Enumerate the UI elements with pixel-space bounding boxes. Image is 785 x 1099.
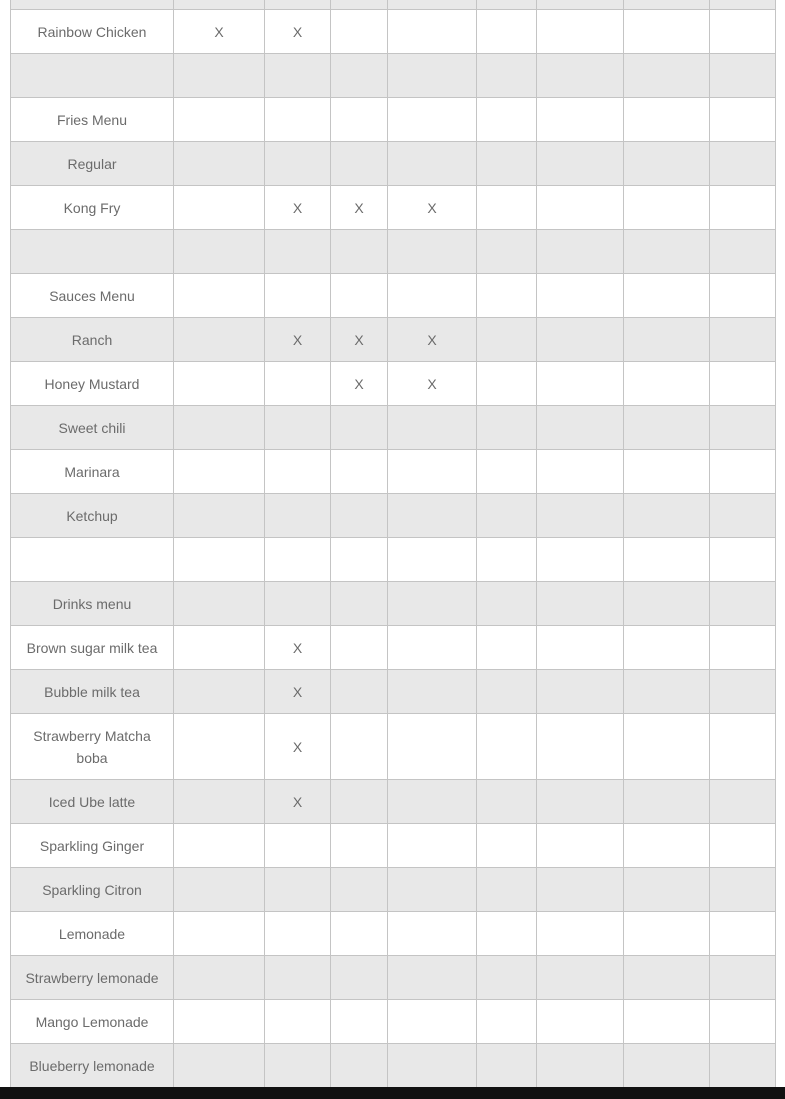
availability-cell xyxy=(537,142,624,186)
availability-cell xyxy=(265,54,331,98)
availability-cell xyxy=(477,912,537,956)
availability-cell xyxy=(174,54,265,98)
item-name-cell: Sauces Menu xyxy=(11,274,174,318)
menu-availability-table xyxy=(10,0,776,1088)
availability-cell xyxy=(477,362,537,406)
availability-cell xyxy=(331,406,388,450)
item-name-cell: Strawberry lemonade xyxy=(11,956,174,1000)
availability-cell xyxy=(710,956,776,1000)
item-name-cell: Ketchup xyxy=(11,494,174,538)
availability-cell xyxy=(388,582,477,626)
availability-cell xyxy=(624,1044,710,1088)
availability-cell xyxy=(710,54,776,98)
availability-cell xyxy=(331,670,388,714)
availability-cell xyxy=(331,1000,388,1044)
availability-cell xyxy=(710,1044,776,1088)
availability-cell xyxy=(174,956,265,1000)
availability-cell xyxy=(710,274,776,318)
table-row xyxy=(11,0,776,10)
availability-cell xyxy=(537,670,624,714)
table-row xyxy=(11,98,776,142)
availability-cell xyxy=(477,582,537,626)
availability-cell xyxy=(537,626,624,670)
availability-cell xyxy=(265,362,331,406)
availability-cell xyxy=(331,956,388,1000)
availability-cell xyxy=(537,54,624,98)
availability-cell xyxy=(710,538,776,582)
table-row xyxy=(11,956,776,1000)
availability-cell xyxy=(331,10,388,54)
availability-cell xyxy=(710,98,776,142)
availability-cell xyxy=(174,494,265,538)
availability-cell xyxy=(477,450,537,494)
table-row xyxy=(11,1044,776,1088)
availability-cell xyxy=(331,626,388,670)
item-name-cell: Bubble milk tea xyxy=(11,670,174,714)
availability-cell xyxy=(624,230,710,274)
availability-cell xyxy=(624,780,710,824)
table-row xyxy=(11,670,776,714)
availability-cell xyxy=(710,1000,776,1044)
item-name-cell: Kong Fry xyxy=(11,186,174,230)
availability-cell xyxy=(624,538,710,582)
availability-cell xyxy=(624,142,710,186)
availability-cell xyxy=(477,142,537,186)
availability-cell xyxy=(477,406,537,450)
availability-cell: X xyxy=(388,362,477,406)
item-name-cell xyxy=(11,54,174,98)
item-name-cell: Marinara xyxy=(11,450,174,494)
availability-cell xyxy=(331,54,388,98)
availability-cell xyxy=(477,0,537,10)
availability-cell xyxy=(331,582,388,626)
availability-cell xyxy=(537,824,624,868)
availability-cell xyxy=(174,868,265,912)
availability-cell xyxy=(537,98,624,142)
availability-cell xyxy=(477,626,537,670)
availability-cell xyxy=(624,186,710,230)
availability-cell xyxy=(388,406,477,450)
availability-cell: X xyxy=(265,626,331,670)
item-name-cell: Fries Menu xyxy=(11,98,174,142)
availability-cell xyxy=(710,824,776,868)
availability-cell xyxy=(710,406,776,450)
availability-cell xyxy=(477,538,537,582)
table-row xyxy=(11,230,776,274)
availability-cell xyxy=(174,538,265,582)
availability-cell xyxy=(537,10,624,54)
availability-cell xyxy=(265,538,331,582)
availability-cell xyxy=(537,912,624,956)
availability-cell xyxy=(477,1044,537,1088)
availability-cell xyxy=(174,142,265,186)
availability-cell xyxy=(477,98,537,142)
item-name-cell: Sparkling Ginger xyxy=(11,824,174,868)
item-name-cell: Mango Lemonade xyxy=(11,1000,174,1044)
availability-cell xyxy=(265,494,331,538)
availability-cell xyxy=(710,0,776,10)
availability-cell xyxy=(331,714,388,780)
availability-cell xyxy=(477,230,537,274)
availability-cell xyxy=(174,780,265,824)
availability-cell xyxy=(477,1000,537,1044)
availability-cell xyxy=(388,230,477,274)
availability-cell xyxy=(388,0,477,10)
availability-cell xyxy=(624,54,710,98)
availability-cell xyxy=(477,714,537,780)
availability-cell xyxy=(537,582,624,626)
availability-cell xyxy=(388,868,477,912)
availability-cell xyxy=(710,912,776,956)
table-body xyxy=(11,0,776,1088)
table-row xyxy=(11,494,776,538)
availability-cell xyxy=(710,186,776,230)
availability-cell xyxy=(265,98,331,142)
availability-cell xyxy=(265,912,331,956)
availability-cell xyxy=(388,538,477,582)
availability-cell xyxy=(331,824,388,868)
availability-cell xyxy=(265,0,331,10)
availability-cell xyxy=(388,1000,477,1044)
availability-cell xyxy=(710,10,776,54)
availability-cell xyxy=(624,582,710,626)
availability-cell xyxy=(265,450,331,494)
availability-cell xyxy=(388,1044,477,1088)
table-row xyxy=(11,538,776,582)
availability-cell xyxy=(388,956,477,1000)
availability-cell xyxy=(265,582,331,626)
availability-cell: X xyxy=(265,10,331,54)
availability-cell xyxy=(477,274,537,318)
item-name-cell: Sweet chili xyxy=(11,406,174,450)
availability-cell xyxy=(624,450,710,494)
availability-cell xyxy=(388,714,477,780)
availability-cell xyxy=(388,912,477,956)
availability-cell xyxy=(537,362,624,406)
table-row xyxy=(11,450,776,494)
availability-cell xyxy=(331,274,388,318)
availability-cell xyxy=(174,582,265,626)
item-name-cell: Sparkling Citron xyxy=(11,868,174,912)
availability-cell xyxy=(537,406,624,450)
availability-cell xyxy=(331,780,388,824)
availability-cell xyxy=(388,780,477,824)
availability-cell xyxy=(174,1044,265,1088)
availability-cell xyxy=(265,406,331,450)
availability-cell xyxy=(174,912,265,956)
availability-cell xyxy=(174,362,265,406)
availability-cell xyxy=(710,626,776,670)
availability-cell xyxy=(265,868,331,912)
availability-cell xyxy=(388,98,477,142)
availability-cell xyxy=(624,494,710,538)
item-name-cell: Ranch xyxy=(11,318,174,362)
availability-cell xyxy=(265,824,331,868)
availability-cell xyxy=(477,318,537,362)
table-row xyxy=(11,318,776,362)
availability-cell xyxy=(477,186,537,230)
item-name-cell: Strawberry Matcha boba xyxy=(11,714,174,780)
availability-cell xyxy=(710,582,776,626)
availability-cell xyxy=(331,494,388,538)
item-name-cell: Drinks menu xyxy=(11,582,174,626)
availability-cell xyxy=(537,318,624,362)
availability-cell xyxy=(537,538,624,582)
availability-cell xyxy=(331,230,388,274)
availability-cell xyxy=(477,824,537,868)
availability-cell xyxy=(174,714,265,780)
availability-cell: X xyxy=(265,670,331,714)
availability-cell xyxy=(331,0,388,10)
availability-cell xyxy=(388,824,477,868)
availability-cell xyxy=(265,1000,331,1044)
availability-cell xyxy=(537,274,624,318)
availability-cell xyxy=(331,98,388,142)
table-row xyxy=(11,274,776,318)
availability-cell xyxy=(537,450,624,494)
availability-cell xyxy=(477,956,537,1000)
availability-cell xyxy=(624,956,710,1000)
table-row xyxy=(11,186,776,230)
availability-cell: X xyxy=(265,780,331,824)
availability-cell xyxy=(388,274,477,318)
availability-cell xyxy=(174,0,265,10)
availability-cell xyxy=(174,186,265,230)
table-row xyxy=(11,824,776,868)
availability-cell xyxy=(624,274,710,318)
item-name-cell: Rainbow Chicken xyxy=(11,10,174,54)
availability-cell: X xyxy=(331,318,388,362)
availability-cell xyxy=(624,406,710,450)
availability-cell xyxy=(265,956,331,1000)
availability-cell xyxy=(624,10,710,54)
availability-cell xyxy=(388,670,477,714)
bottom-bar xyxy=(0,1087,785,1099)
availability-cell xyxy=(388,10,477,54)
availability-cell xyxy=(174,274,265,318)
availability-cell xyxy=(710,450,776,494)
availability-cell xyxy=(265,230,331,274)
availability-cell xyxy=(624,824,710,868)
availability-cell xyxy=(710,494,776,538)
item-name-cell: Lemonade xyxy=(11,912,174,956)
availability-cell xyxy=(537,1000,624,1044)
availability-cell xyxy=(477,10,537,54)
availability-cell xyxy=(537,956,624,1000)
item-name-cell xyxy=(11,0,174,10)
availability-cell: X xyxy=(265,318,331,362)
availability-cell xyxy=(174,406,265,450)
availability-cell: X xyxy=(265,714,331,780)
availability-cell xyxy=(388,54,477,98)
availability-cell xyxy=(477,868,537,912)
item-name-cell: Iced Ube latte xyxy=(11,780,174,824)
table-row xyxy=(11,10,776,54)
availability-cell xyxy=(710,318,776,362)
table-row xyxy=(11,780,776,824)
availability-cell xyxy=(624,626,710,670)
availability-cell xyxy=(710,362,776,406)
availability-cell xyxy=(710,714,776,780)
availability-cell xyxy=(624,318,710,362)
availability-cell xyxy=(537,230,624,274)
availability-cell xyxy=(537,1044,624,1088)
availability-cell xyxy=(265,1044,331,1088)
availability-cell xyxy=(710,868,776,912)
table-row xyxy=(11,582,776,626)
availability-cell xyxy=(624,868,710,912)
availability-cell xyxy=(537,186,624,230)
availability-cell xyxy=(624,98,710,142)
availability-cell xyxy=(710,230,776,274)
availability-cell: X xyxy=(388,318,477,362)
availability-cell xyxy=(537,714,624,780)
table-row xyxy=(11,54,776,98)
availability-cell xyxy=(537,780,624,824)
availability-cell xyxy=(174,626,265,670)
availability-cell xyxy=(710,142,776,186)
availability-cell xyxy=(265,274,331,318)
availability-cell xyxy=(477,670,537,714)
table-row xyxy=(11,406,776,450)
availability-cell xyxy=(624,714,710,780)
availability-cell xyxy=(174,230,265,274)
table-row xyxy=(11,142,776,186)
table-row xyxy=(11,714,776,780)
availability-cell: X xyxy=(331,186,388,230)
availability-cell xyxy=(331,450,388,494)
availability-cell xyxy=(624,670,710,714)
availability-cell: X xyxy=(331,362,388,406)
availability-cell xyxy=(174,670,265,714)
availability-cell xyxy=(331,538,388,582)
table-row xyxy=(11,1000,776,1044)
availability-cell xyxy=(624,0,710,10)
availability-cell xyxy=(710,670,776,714)
availability-cell xyxy=(331,912,388,956)
availability-cell: X xyxy=(388,186,477,230)
table-row xyxy=(11,362,776,406)
availability-cell xyxy=(537,494,624,538)
availability-cell xyxy=(174,98,265,142)
item-name-cell xyxy=(11,538,174,582)
availability-cell xyxy=(710,780,776,824)
availability-cell xyxy=(477,54,537,98)
availability-cell xyxy=(174,1000,265,1044)
availability-cell xyxy=(174,824,265,868)
table-row xyxy=(11,626,776,670)
availability-cell xyxy=(265,142,331,186)
availability-cell xyxy=(388,142,477,186)
availability-cell xyxy=(331,868,388,912)
availability-cell xyxy=(388,450,477,494)
availability-cell: X xyxy=(174,10,265,54)
table-row xyxy=(11,912,776,956)
availability-cell xyxy=(388,494,477,538)
availability-cell xyxy=(537,0,624,10)
availability-cell xyxy=(477,494,537,538)
availability-cell xyxy=(331,142,388,186)
availability-cell xyxy=(388,626,477,670)
item-name-cell: Honey Mustard xyxy=(11,362,174,406)
availability-cell xyxy=(624,1000,710,1044)
table-row xyxy=(11,868,776,912)
availability-cell xyxy=(477,780,537,824)
availability-cell xyxy=(537,868,624,912)
availability-cell xyxy=(624,362,710,406)
availability-cell: X xyxy=(265,186,331,230)
item-name-cell: Brown sugar milk tea xyxy=(11,626,174,670)
item-name-cell xyxy=(11,230,174,274)
item-name-cell: Blueberry lemonade xyxy=(11,1044,174,1088)
availability-cell xyxy=(174,318,265,362)
availability-cell xyxy=(174,450,265,494)
availability-cell xyxy=(624,912,710,956)
availability-cell xyxy=(331,1044,388,1088)
item-name-cell: Regular xyxy=(11,142,174,186)
